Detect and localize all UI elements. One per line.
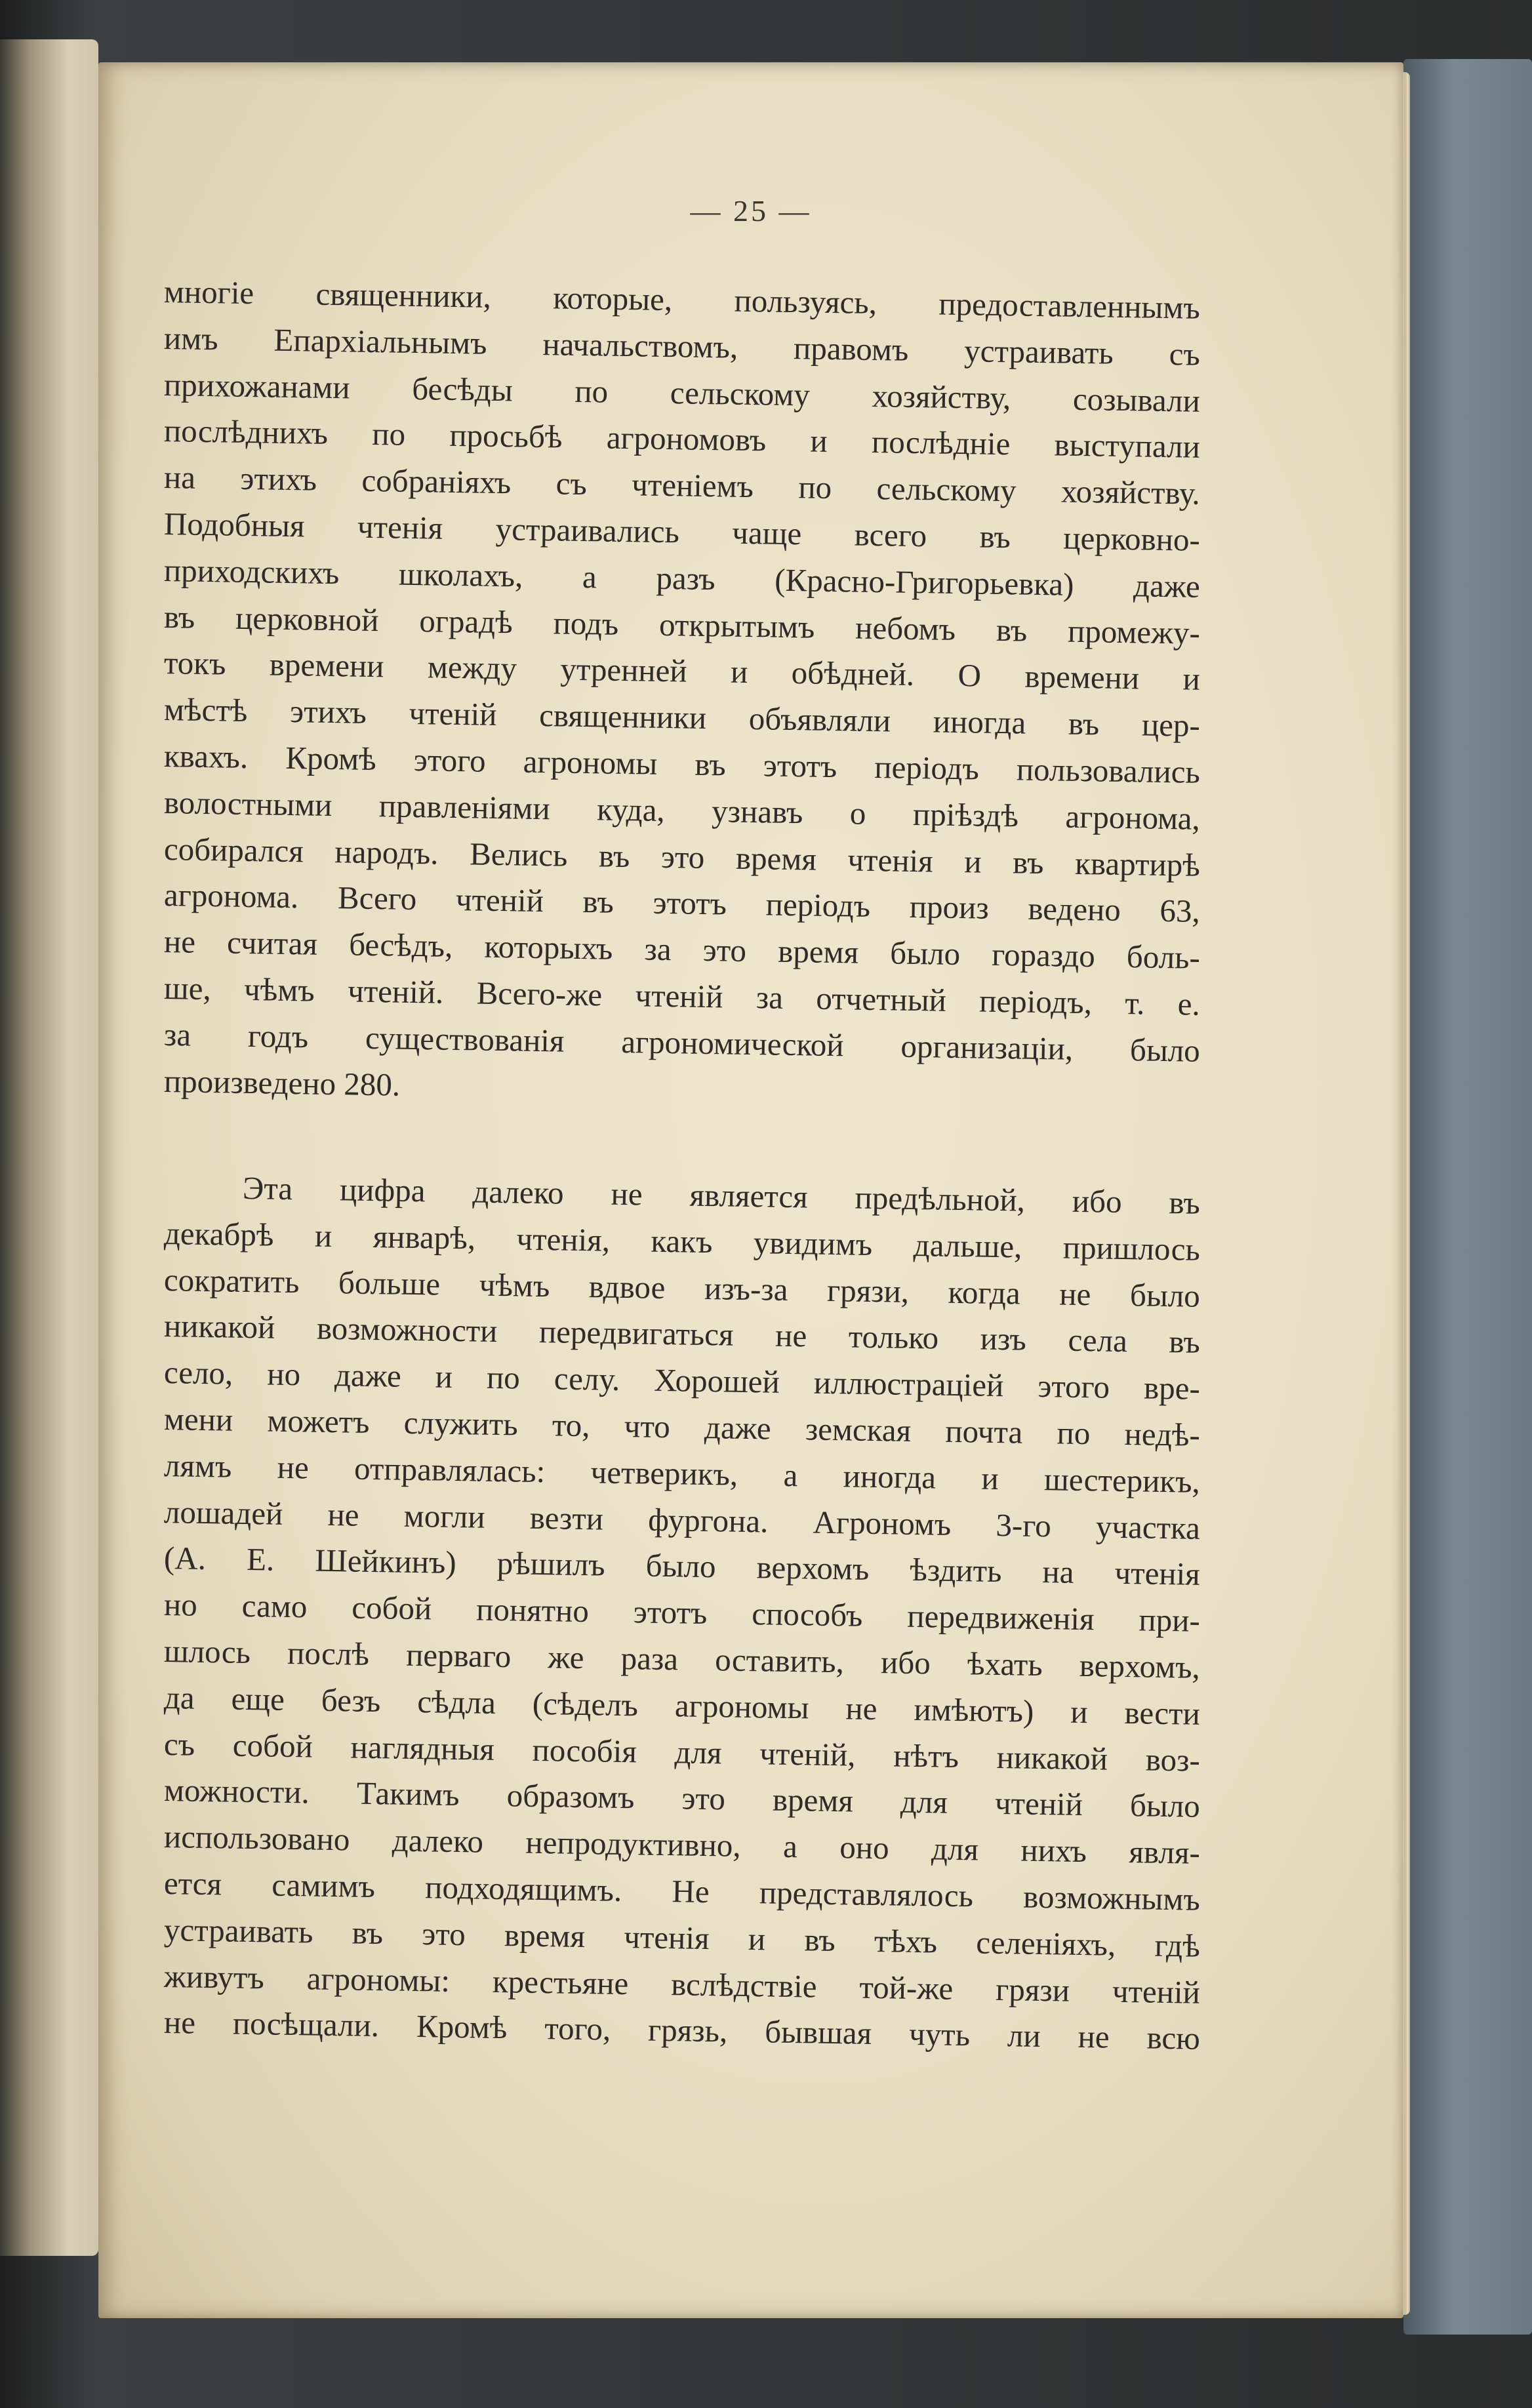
text-line: устраивать въ это время чтенія и въ тѣхъ селеніяхъ, гдѣ	[163, 1911, 1201, 1964]
text-line: квахъ. Кромѣ этого агрономы въ этотъ періодъ пользовались	[163, 737, 1201, 790]
text-line: многіе священники, которые, пользуясь, предоставленнымъ	[163, 273, 1201, 326]
paragraph-2	[163, 1164, 1201, 2057]
text-line: лошадей не могли везти фургона. Агрономъ 3-го участка	[163, 1493, 1201, 1546]
text-line: на этихъ собраніяхъ съ чтеніемъ по сельскому хозяйству.	[163, 459, 1201, 512]
text-line: никакой возможности передвигаться не только изъ села въ	[163, 1308, 1201, 1361]
text-line: не считая бесѣдъ, которыхъ за это время было гораздо боль-	[163, 923, 1201, 976]
text-line: Подобныя чтенія устраивались чаще всего въ церковно-	[163, 505, 1201, 558]
text-line: шлось послѣ перваго же раза оставить, ибо ѣхать верхомъ,	[163, 1632, 1201, 1685]
text-line: волостными правленіями куда, узнавъ о пріѣздѣ агронома,	[163, 784, 1201, 837]
text-line: сократить больше чѣмъ вдвое изъ-за грязи, когда не было	[163, 1261, 1201, 1314]
text-line: декабрѣ и январѣ, чтенія, какъ увидимъ дальше, пришлось	[163, 1214, 1201, 1268]
paragraph-1	[164, 269, 1200, 1104]
text-line: съ собой наглядныя пособія для чтеній, нѣтъ никакой воз-	[163, 1725, 1201, 1778]
book-cover-edge	[1403, 59, 1532, 2335]
text-line: (А. Е. Шейкинъ) рѣшилъ было верхомъ ѣздить на чтенія	[163, 1540, 1201, 1593]
text-line: село, но даже и по селу. Хорошей иллюстраціей этого вре-	[163, 1354, 1201, 1407]
text-line: мѣстѣ этихъ чтеній священники объявляли иногда въ цер-	[163, 691, 1201, 744]
facing-page-edge	[0, 39, 98, 2256]
text-line: ется самимъ подходящимъ. Не представлялось возможнымъ	[163, 1864, 1201, 1917]
page-number: — 25 —	[690, 194, 812, 228]
text-line: произведено 280.	[163, 1062, 401, 1103]
text-line: живутъ агрономы: крестьяне вслѣдствіе той-же грязи чтеній	[163, 1957, 1201, 2011]
text-line: Эта цифра далеко не является предѣльной, ибо въ	[242, 1169, 1201, 1221]
text-line: использовано далеко непродуктивно, а оно для нихъ явля-	[163, 1818, 1201, 1871]
text-line: ше, чѣмъ чтеній. Всего-же чтеній за отчетный періодъ, т. е.	[163, 969, 1201, 1022]
text-line: лямъ не отправлялась: четверикъ, а иногда и шестерикъ,	[163, 1447, 1201, 1500]
text-line: въ церковной оградѣ подъ открытымъ небомъ въ промежу-	[163, 598, 1201, 651]
text-line: имъ Епархіальнымъ начальствомъ, правомъ устраивать съ	[163, 319, 1201, 372]
text-line: послѣднихъ по просьбѣ агрономовъ и послѣдніе выступали	[163, 412, 1201, 466]
text-line: прихожанами бесѣды по сельскому хозяйству, созывали	[163, 366, 1201, 419]
text-line: мени можетъ служить то, что даже земская почта по недѣ-	[163, 1400, 1201, 1453]
text-line: но само собой понятно этотъ способъ передвиженія при-	[163, 1586, 1201, 1639]
text-line: агронома. Всего чтеній въ этотъ періодъ произ ведено 63,	[163, 877, 1201, 930]
text-line: собирался народъ. Велись въ это время чтенія и въ квартирѣ	[163, 830, 1201, 883]
text-line: можности. Такимъ образомъ это время для чтеній было	[163, 1772, 1201, 1825]
text-line: за годъ существованія агрономической организаціи, было	[163, 1016, 1201, 1069]
book-page	[98, 62, 1403, 2318]
text-line: не посѣщали. Кромѣ того, грязь, бывшая чуть ли не всю	[163, 2004, 1201, 2057]
text-line: токъ времени между утренней и обѣдней. О времени и	[163, 645, 1201, 698]
text-line: да еще безъ сѣдла (сѣделъ агрономы не имѣютъ) и вести	[163, 1679, 1201, 1732]
text-line: приходскихъ школахъ, а разъ (Красно-Григорьевка) даже	[163, 552, 1201, 605]
